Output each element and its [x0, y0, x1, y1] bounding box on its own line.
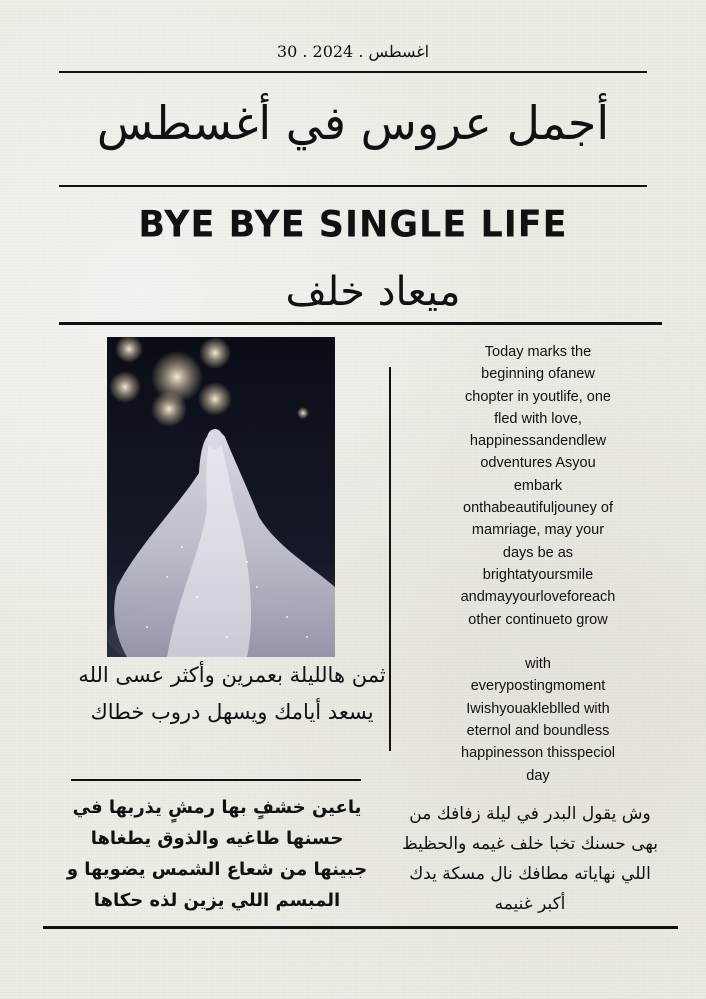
left-poem: ياعين خشفٍ بها رمشٍ يذربها في حسنها طاغيه والذوق يطغاها جبينها من شعاع الشمس يضويها و المبسم اللي يزين لذه حكاها [66, 797, 368, 911]
bride-photo-graphic [107, 337, 335, 657]
page-title: أجمل عروس في أغسطس [96, 96, 610, 150]
bride-name: ميعاد خلف [285, 269, 461, 315]
bottom-rule [43, 926, 678, 929]
bride-photo [107, 337, 335, 657]
english-wishes: Today marks the beginning ofanew chopter in youtlife, one fled with love, happinessandendlew odventures Asyou embark onthabeautifuljouney of mamriage, may your days be as brightatyoursmile andmayyourloveforeach other continueto grow with everypostingmoment Iwishyouakleblled with eternol and boundless happinesson thisspeciol day [460, 344, 616, 784]
name-rule [59, 322, 662, 325]
right-poem: وش يقول البدر في ليلة زفافك من بهى حسنك تخبا خلف غيمه والحظيظ اللي نهاياته مطافك نال مسكة يدك أكبر غنيمه [402, 804, 658, 914]
headline: BYE BYE SINGLE LIFE [138, 204, 568, 246]
title-rule [59, 185, 647, 187]
top-rule [59, 71, 647, 73]
issue-date: 30 . اغسطس . 2024 [276, 42, 430, 61]
left-section-rule [71, 779, 361, 781]
column-divider [389, 367, 391, 751]
photo-caption: ثمن هالليلة بعمرين وأكثر عسى الله يسعد أيامك ويسهل دروب خطاك [78, 663, 386, 724]
